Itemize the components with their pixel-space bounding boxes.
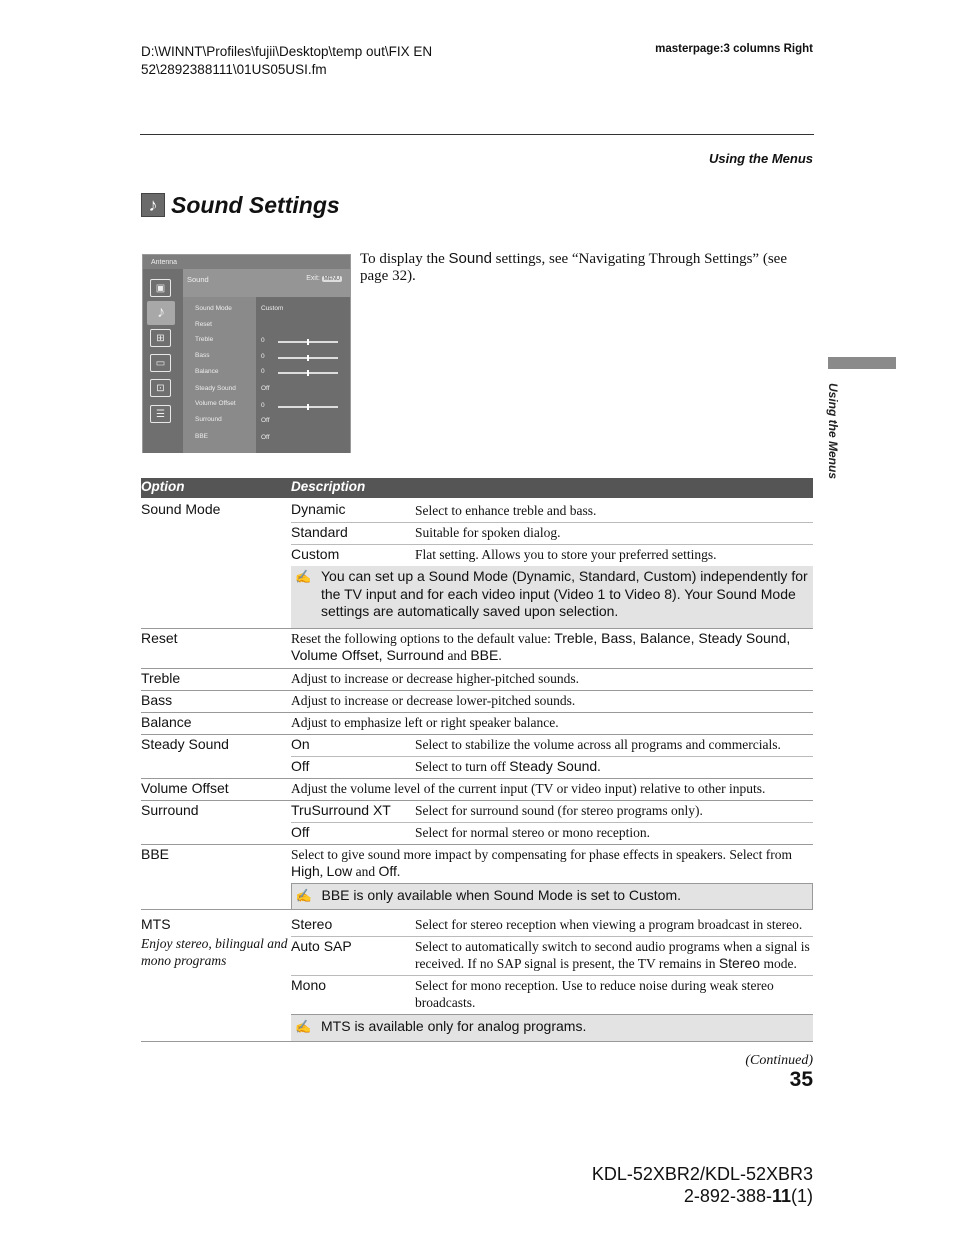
sub-option: On	[291, 734, 415, 756]
bass-slider	[278, 357, 338, 359]
option-desc: Reset the following options to the default value: Treble, Bass, Balance, Steady Sound, Volume Offset, Surround and BBE.	[291, 629, 791, 663]
option-name: Bass	[141, 691, 173, 708]
slider-knob	[307, 404, 309, 410]
balance-slider	[278, 372, 338, 374]
sub-option: Stereo	[291, 910, 415, 937]
tv-sound-menu-screenshot	[142, 254, 351, 453]
option-name: Reset	[141, 629, 178, 646]
option-desc: Select to enhance treble and bass.	[415, 498, 813, 523]
tv-item-label: Steady Sound	[195, 385, 236, 392]
option-desc: Adjust the volume level of the current input (TV or video input) relative to other inputs.	[291, 780, 766, 796]
option-desc: Select to turn off Steady Sound.	[415, 757, 601, 774]
option-name: Steady Sound	[141, 735, 229, 752]
screen-icon: ⊞	[150, 329, 171, 347]
sub-option: Mono	[291, 977, 327, 993]
part-number: 2-892-388-11(1)	[683, 1186, 813, 1206]
treble-slider	[278, 341, 338, 343]
tv-item-label: Sound Mode	[195, 305, 232, 312]
slider-knob	[307, 339, 309, 345]
table-row	[141, 712, 813, 734]
option-desc: Select for mono reception. Use to reduce noise during weak stereo broadcasts.	[415, 978, 774, 1010]
table-row	[141, 800, 813, 822]
table-row	[141, 498, 813, 523]
top-rule	[140, 134, 814, 135]
slider-knob	[307, 370, 309, 376]
tv-menu-bar	[183, 269, 350, 297]
header-description: Description	[291, 479, 366, 494]
sub-option: Off	[291, 823, 310, 840]
tv-menu-title: Sound	[187, 275, 209, 284]
tv-icon-column	[143, 269, 183, 453]
tv-menu-labels	[183, 297, 256, 453]
parental-lock-icon: ⊡	[150, 379, 171, 397]
file-path: D:\WINNT\Profiles\fujii\Desktop\temp out\FIX EN 52\2892388111\01US05USI.fm	[141, 44, 433, 77]
page-title	[141, 190, 340, 220]
option-desc: Select to stabilize the volume across all programs and commercials.	[415, 734, 813, 756]
option-desc: Adjust to emphasize left or right speaker balance.	[291, 714, 559, 730]
option-name: Sound Mode	[141, 501, 221, 517]
table-row	[141, 690, 813, 712]
header-option: Option	[141, 479, 185, 494]
note-box: ✍ MTS is available only for analog programs.	[291, 1015, 813, 1042]
option-desc: Select for stereo reception when viewing a program broadcast in stereo.	[415, 910, 813, 937]
tv-item-value: Off	[261, 417, 270, 424]
masterpage-label: masterpage:3 columns Right	[655, 43, 813, 55]
side-tab-marker	[828, 357, 896, 369]
note-box: ✍ You can set up a Sound Mode (Dynamic, Standard, Custom) independently for the TV input and for each video input (Video 1 to Video 8). Your Sound Mode settings are automatically saved upon selection.	[291, 566, 813, 628]
slider-knob	[307, 355, 309, 361]
table-row	[141, 778, 813, 800]
option-desc: Adjust to increase or decrease lower-pitched sounds.	[291, 692, 576, 708]
option-name: Treble	[141, 669, 181, 686]
option-name: BBE	[141, 845, 170, 862]
tv-item-value: 0	[261, 337, 265, 344]
music-note-icon: ♪	[141, 193, 165, 217]
table-row	[141, 844, 813, 883]
option-subtitle: Enjoy stereo, bilingual and mono programs	[141, 936, 288, 968]
tv-item-value: 0	[261, 402, 265, 409]
pencil-note-icon: ✍	[295, 569, 312, 584]
table-row	[141, 910, 813, 937]
tv-item-value: Off	[261, 385, 270, 392]
tv-item-label: Balance	[195, 368, 219, 375]
tv-item-label: Volume Offset	[195, 400, 236, 407]
sub-option: Dynamic	[291, 498, 415, 523]
option-desc: Select to automatically switch to second audio programs when a signal is received. If no SAP signal is present, the TV remains in Stereo mode.	[415, 937, 813, 976]
channel-icon: ▭	[150, 354, 171, 372]
sub-option: Custom	[291, 546, 340, 562]
table-row	[141, 734, 813, 756]
tv-item-value: Custom	[261, 305, 284, 312]
side-tab-text: Using the Menus	[826, 383, 840, 480]
option-desc: Flat setting. Allows you to store your preferred settings.	[415, 547, 717, 562]
tv-item-label: Bass	[195, 352, 210, 359]
option-desc: Adjust to increase or decrease higher-pitched sounds.	[291, 670, 580, 686]
page-title-text: Sound Settings	[171, 191, 340, 218]
sub-option: Auto SAP	[291, 937, 415, 976]
picture-icon: ▣	[150, 279, 171, 297]
tv-item-label: BBE	[195, 433, 209, 440]
volume-offset-slider	[278, 406, 338, 408]
tv-input-label: Antenna	[151, 259, 178, 266]
model-info: KDL-52XBR2/KDL-52XBR3 2-892-388-11(1)	[560, 1163, 813, 1207]
option-name: Surround	[141, 801, 199, 818]
page-number: 35	[789, 1068, 813, 1091]
sub-option: Standard	[291, 523, 415, 545]
tv-item-value: 0	[261, 353, 265, 360]
note-box: ✍ BBE is only available when Sound Mode is set to Custom.	[291, 883, 813, 910]
sub-option: Off	[291, 757, 310, 774]
pencil-note-icon: ✍	[295, 887, 312, 903]
tv-item-label: Reset	[195, 321, 212, 328]
option-name: MTS Enjoy stereo, bilingual and mono programs	[141, 910, 291, 1042]
intro-text: To display the Sound settings, see “Navigating Through Settings” (see page 32).	[360, 250, 787, 284]
pencil-note-icon: ✍	[295, 1019, 312, 1034]
tv-menu-values	[256, 297, 350, 453]
continued-label: (Continued)	[745, 1053, 813, 1068]
option-desc: Select for surround sound (for stereo programs only).	[415, 800, 813, 822]
option-desc: Select for normal stereo or mono reception.	[415, 824, 651, 840]
option-name: Balance	[141, 713, 192, 730]
option-desc: Suitable for spoken dialog.	[415, 523, 813, 545]
tv-item-value: 0	[261, 368, 265, 375]
option-name: Volume Offset	[141, 779, 229, 796]
table-header	[141, 478, 813, 498]
option-desc: Select to give sound more impact by compensating for phase effects in speakers. Select from High, Low and Off.	[291, 846, 792, 879]
setup-icon: ☰	[150, 405, 171, 423]
sub-option: TruSurround XT	[291, 800, 415, 822]
options-table	[141, 478, 813, 1042]
table-row	[141, 628, 813, 668]
section-heading: Using the Menus	[708, 151, 813, 166]
tv-item-label: Treble	[195, 336, 214, 343]
tv-exit-hint: Exit: MENU	[306, 275, 340, 282]
table-row	[141, 668, 813, 690]
tv-item-label: Surround	[195, 416, 222, 423]
sound-icon: ♪	[147, 301, 175, 325]
tv-item-value: Off	[261, 434, 270, 441]
